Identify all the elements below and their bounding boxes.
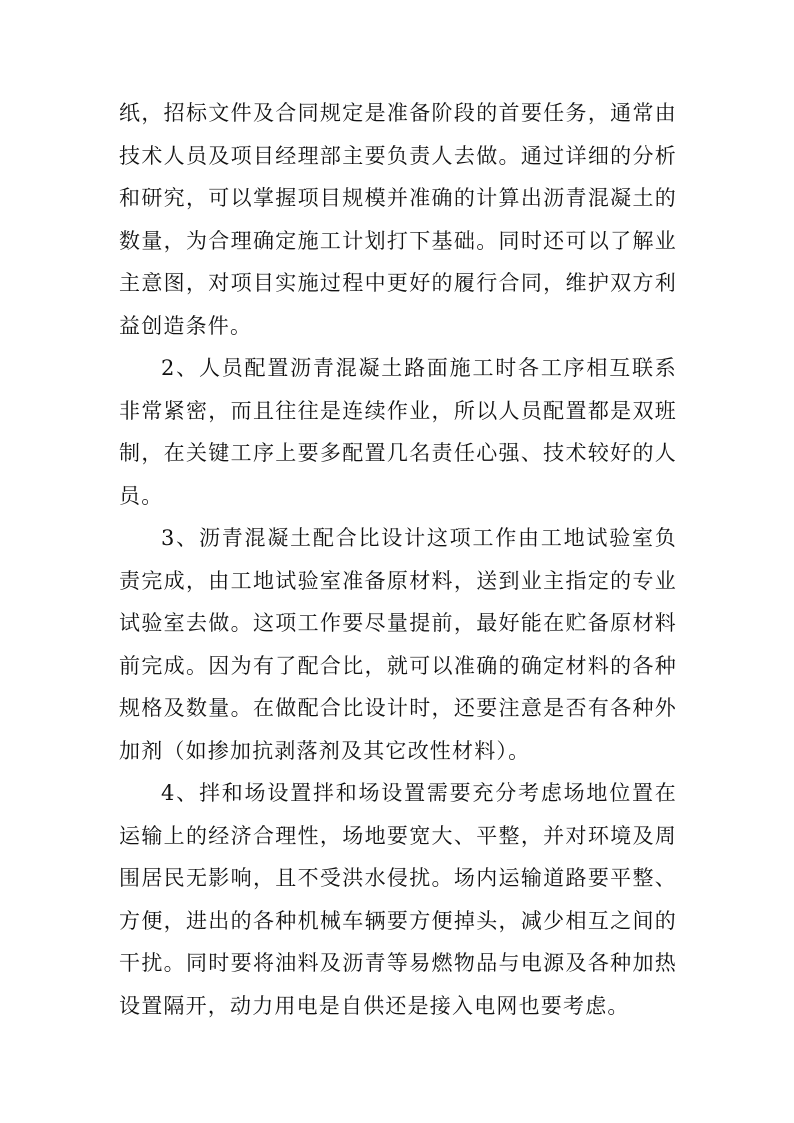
paragraph-mixing-plant: 4、拌和场设置拌和场设置需要充分考虑场地位置在运输上的经济合理性，场地要宽大、平整，并对环境及周围居民无影响，且不受洪水侵扰。场内运输道路要平整、方便，进出的各种机械车辆要方便掉头，减少相互之间的干扰。同时要将油料及沥青等易燃物品与电源及各种加热设置隔开，动力用电是自供还是接入电网也要考虑。 (119, 781, 677, 1018)
paragraph-personnel: 2、人员配置沥青混凝土路面施工时各工序相互联系非常紧密，而且往往是连续作业，所以人员配置都是双班制，在关键工序上要多配置几名责任心强、技术较好的人员。 (119, 356, 677, 508)
document-body (119, 92, 677, 1027)
paragraph-mix-design: 3、沥青混凝土配合比设计这项工作由工地试验室负责完成，由工地试验室准备原材料，送到业主指定的专业试验室去做。这项工作要尽量提前，最好能在贮备原材料前完成。因为有了配合比，就可以准确的确定材料的各种规格及数量。在做配合比设计时，还要注意是否有各种外加剂（如掺加抗剥落剂及其它改性材料）。 (119, 526, 677, 763)
paragraph-continuation: 纸，招标文件及合同规定是准备阶段的首要任务，通常由技术人员及项目经理部主要负责人去做。通过详细的分析和研究，可以掌握项目规模并准确的计算出沥青混凝土的数量，为合理确定施工计划打下基础。同时还可以了解业主意图，对项目实施过程中更好的履行合同，维护双方利益创造条件。 (119, 101, 677, 338)
